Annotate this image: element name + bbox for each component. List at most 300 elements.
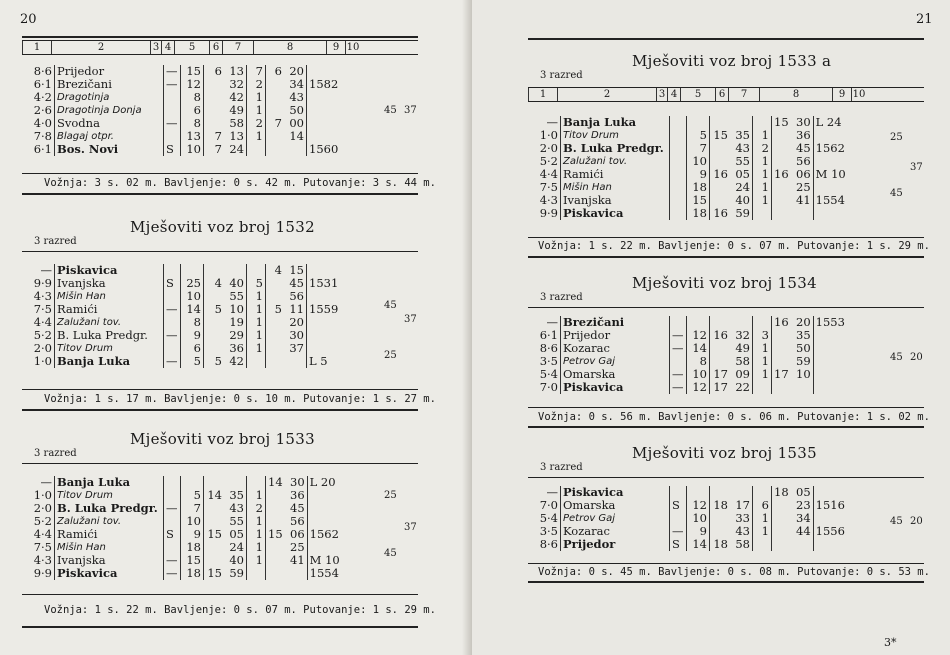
connection-cell <box>307 316 372 329</box>
running-minutes-cell: 9 <box>181 329 204 342</box>
dwell-minutes-cell: 1 <box>753 368 772 381</box>
station-cell: Kozarac <box>561 525 670 538</box>
train-title: Mješoviti voz broj 1533 a <box>632 52 832 70</box>
departure-minute-cell: 50 <box>796 341 811 355</box>
departure-hour-cell <box>266 541 285 554</box>
station-cell: Ramići <box>55 303 164 316</box>
stop-flag-cell: — <box>670 329 687 342</box>
distance-cell: 1·0 <box>33 488 52 502</box>
stop-flag-cell <box>670 155 687 168</box>
departure-minute-cell: 41 <box>290 553 305 567</box>
connection-cell <box>813 355 878 368</box>
stop-flag-cell: — <box>670 342 687 355</box>
arrival-minute-cell: 24 <box>229 142 244 156</box>
column-header-8: 8 <box>759 88 832 101</box>
connection-cell <box>307 117 372 130</box>
station-cell: Titov Drum <box>561 129 670 142</box>
departure-hour-cell <box>266 329 285 342</box>
stop-flag-cell <box>670 194 687 207</box>
train-title: Mješoviti voz broj 1532 <box>130 218 315 236</box>
departure-hour-cell: 16 <box>772 168 791 181</box>
dwell-minutes-cell: 7 <box>247 65 266 78</box>
distance-cell: 5·4 <box>539 367 558 381</box>
dwell-minutes-cell: 1 <box>753 168 772 181</box>
dwell-minutes-cell <box>753 207 772 220</box>
departure-minute-cell: 30 <box>289 328 304 342</box>
arrival-minute-cell: 10 <box>229 302 244 316</box>
departure-minute-cell: 56 <box>289 289 304 303</box>
arrival-minute-cell: 13 <box>229 64 244 78</box>
running-minutes-cell: 10 <box>181 515 204 528</box>
arrival-hour-cell <box>710 512 731 525</box>
distance-cell: 4·4 <box>33 527 52 541</box>
arrival-minute-cell: 40 <box>735 193 750 207</box>
departure-hour-cell <box>266 91 285 104</box>
departure-minute-cell: 34 <box>796 511 811 525</box>
distance-cell: 2·0 <box>33 501 52 515</box>
train-title: Mješoviti voz broj 1535 <box>632 444 817 462</box>
travel-summary: Vožnja: 0 s. 56 m. Bavljenje: 0 s. 06 m. Putovanje: 1 s. 02 m. <box>538 411 930 423</box>
distance-cell: 5·2 <box>539 154 558 168</box>
connection-cell <box>307 104 372 117</box>
departure-minute-cell: 06 <box>796 167 811 181</box>
arrival-minute-cell: 55 <box>229 289 244 303</box>
distance-cell: 7·5 <box>33 302 52 316</box>
arrival-minute-cell: 58 <box>735 354 750 368</box>
station-cell: Ramići <box>55 528 164 541</box>
departure-minute-cell: 44 <box>796 524 811 538</box>
departure-hour-cell <box>772 342 791 355</box>
column-header-3: 3 <box>150 41 161 54</box>
running-minutes-cell: 8 <box>181 316 204 329</box>
arrival-minute-cell: 58 <box>229 116 244 130</box>
dwell-minutes-cell: 1 <box>753 355 772 368</box>
dwell-minutes-cell: 1 <box>247 290 266 303</box>
distance-cell: 8·6 <box>33 64 52 78</box>
dwell-minutes-cell: 1 <box>247 303 266 316</box>
connection-cell: 1556 <box>813 525 878 538</box>
class-label: 3 razred <box>540 70 583 81</box>
col9-value-b: 45 <box>384 548 397 559</box>
column-header-4: 4 <box>161 41 174 54</box>
connection-cell <box>307 91 372 104</box>
dwell-minutes-cell: 2 <box>247 502 266 515</box>
station-cell: Prijedor <box>561 329 670 342</box>
departure-hour-cell: 15 <box>772 116 791 129</box>
dwell-minutes-cell: 5 <box>247 277 266 290</box>
departure-hour-cell: 17 <box>772 368 791 381</box>
distance-cell: 8·6 <box>539 341 558 355</box>
distance-cell: 9·9 <box>33 276 52 290</box>
connection-cell: 1560 <box>307 143 372 156</box>
running-minutes-cell: 9 <box>687 525 710 538</box>
running-minutes-cell: 5 <box>181 489 204 502</box>
station-cell: Svodna <box>55 117 164 130</box>
arrival-minute-cell: 49 <box>735 341 750 355</box>
distance-cell: — <box>40 475 52 489</box>
departure-hour-cell: 14 <box>266 476 285 489</box>
departure-minute-cell: 50 <box>289 103 304 117</box>
col10-value: 37 <box>404 105 417 116</box>
running-minutes-cell: 13 <box>181 130 204 143</box>
running-minutes-cell: 12 <box>687 329 710 342</box>
station-cell: Mišin Han <box>55 290 164 303</box>
station-cell: Dragotinja <box>55 91 164 104</box>
connection-cell <box>813 342 878 355</box>
connection-cell: 1562 <box>813 142 878 155</box>
stop-flag-cell: — <box>164 117 181 130</box>
column-header-10: 10 <box>346 42 360 53</box>
stop-flag-cell: — <box>670 381 687 394</box>
column-header-1: 1 <box>528 88 557 101</box>
distance-cell: 6·1 <box>33 142 52 156</box>
arrival-minute-cell: 55 <box>735 154 750 168</box>
distance-cell: 4·3 <box>33 553 52 567</box>
col9-value: 45 <box>890 352 903 363</box>
timetable-table <box>528 486 878 551</box>
arrival-minute-cell: 22 <box>735 380 750 394</box>
departure-hour-cell: 16 <box>772 316 791 329</box>
column-header-9: 9 <box>832 88 851 101</box>
arrival-minute-cell: 24 <box>735 180 750 194</box>
column-header-7: 7 <box>728 88 759 101</box>
running-minutes-cell: 14 <box>687 538 710 551</box>
stop-flag-cell <box>670 116 687 129</box>
station-cell: Mišin Han <box>561 181 670 194</box>
running-minutes-cell: 12 <box>687 499 710 512</box>
stop-flag-cell <box>670 181 687 194</box>
dwell-minutes-cell: 1 <box>753 129 772 142</box>
departure-minute-cell: 34 <box>289 77 304 91</box>
departure-minute-cell: 59 <box>796 354 811 368</box>
distance-cell: 1·0 <box>539 128 558 142</box>
departure-hour-cell <box>266 355 285 368</box>
arrival-hour-cell: 6 <box>204 65 225 78</box>
connection-cell: L 5 <box>307 355 372 368</box>
stop-flag-cell: S <box>164 528 181 541</box>
dwell-minutes-cell: 1 <box>247 515 266 528</box>
departure-hour-cell <box>266 78 285 91</box>
distance-cell: 3·5 <box>539 524 558 538</box>
station-cell: B. Luka Predgr. <box>55 329 164 342</box>
col10-value: 37 <box>404 522 417 533</box>
departure-minute-cell: 30 <box>290 475 305 489</box>
col9-value-b: 25 <box>384 350 397 361</box>
departure-minute-cell: 20 <box>796 315 811 329</box>
distance-cell: — <box>40 263 52 277</box>
station-cell: B. Luka Predgr. <box>561 142 670 155</box>
column-header-7: 7 <box>222 41 253 54</box>
column-header-4: 4 <box>667 88 680 101</box>
station-cell: Ivanjska <box>561 194 670 207</box>
connection-cell <box>813 381 878 394</box>
arrival-hour-cell: 5 <box>204 355 225 368</box>
distance-cell: 4·0 <box>33 116 52 130</box>
departure-minute-cell: 23 <box>796 498 811 512</box>
running-minutes-cell: 15 <box>181 65 204 78</box>
column-header <box>22 40 418 55</box>
arrival-hour-cell <box>710 142 731 155</box>
running-minutes-cell: 6 <box>181 104 204 117</box>
stop-flag-cell: — <box>164 78 181 91</box>
departure-minute-cell: 20 <box>289 315 304 329</box>
col9-value-a: 25 <box>890 132 903 143</box>
departure-minute-cell: 41 <box>796 193 811 207</box>
arrival-minute-cell: 40 <box>229 276 244 290</box>
departure-hour-cell: 18 <box>772 486 791 499</box>
distance-cell: 4·2 <box>33 90 52 104</box>
departure-hour-cell <box>266 316 285 329</box>
distance-cell: 4·3 <box>33 289 52 303</box>
dwell-minutes-cell: 2 <box>753 142 772 155</box>
dwell-minutes-cell: 1 <box>247 316 266 329</box>
column-header-5: 5 <box>174 41 209 54</box>
station-cell: Bos. Novi <box>55 143 164 156</box>
arrival-minute-cell: 40 <box>229 553 244 567</box>
arrival-minute-cell: 43 <box>229 501 244 515</box>
station-cell: Zalužani tov. <box>561 155 670 168</box>
arrival-hour-cell <box>204 104 225 117</box>
arrival-hour-cell <box>204 502 225 515</box>
arrival-hour-cell <box>204 78 225 91</box>
column-header-3: 3 <box>656 88 667 101</box>
distance-cell: 6·1 <box>33 77 52 91</box>
departure-minute-cell: 36 <box>290 488 305 502</box>
departure-minute-cell <box>285 567 308 580</box>
dwell-minutes-cell: 1 <box>753 342 772 355</box>
arrival-minute-cell: 58 <box>735 537 750 551</box>
col10-value: 20 <box>910 516 923 527</box>
departure-minute-cell: 20 <box>289 64 304 78</box>
stop-flag-cell: — <box>670 525 687 538</box>
departure-minute-cell: 25 <box>290 540 305 554</box>
arrival-minute-cell: 13 <box>229 129 244 143</box>
departure-hour-cell <box>772 207 791 220</box>
running-minutes-cell: 8 <box>181 117 204 130</box>
distance-cell: — <box>546 115 558 129</box>
page-number-right: 21 <box>916 12 933 27</box>
stop-flag-cell: S <box>164 277 181 290</box>
table-row <box>528 207 878 220</box>
station-cell: Brezičani <box>561 316 670 329</box>
station-cell: Banja Luka <box>55 476 164 489</box>
arrival-hour-cell: 15 <box>204 567 225 580</box>
departure-minute-cell: 00 <box>289 116 304 130</box>
arrival-minute-cell: 05 <box>735 167 750 181</box>
connection-cell: 1559 <box>307 303 372 316</box>
arrival-minute-cell: 33 <box>735 511 750 525</box>
running-minutes-cell: 8 <box>687 355 710 368</box>
table-wrapper <box>22 65 418 156</box>
stop-flag-cell <box>670 168 687 181</box>
arrival-hour-cell: 14 <box>204 489 225 502</box>
travel-summary: Vožnja: 0 s. 45 m. Bavljenje: 0 s. 08 m. Putovanje: 0 s. 53 m. <box>538 566 930 578</box>
running-minutes-cell: 7 <box>687 142 710 155</box>
timetable-continuation <box>22 36 436 189</box>
arrival-minute-cell: 29 <box>229 328 244 342</box>
col10-value: 37 <box>404 314 417 325</box>
running-minutes-cell: 10 <box>687 368 710 381</box>
station-cell: Ivanjska <box>55 277 164 290</box>
station-cell: Mišin Han <box>55 541 164 554</box>
station-cell: Piskavica <box>561 381 670 394</box>
class-label: 3 razred <box>34 236 77 247</box>
column-header-9: 9 <box>326 41 345 54</box>
station-cell: Kozarac <box>561 342 670 355</box>
connection-cell: L 20 <box>307 476 372 489</box>
departure-minute-cell <box>791 207 814 220</box>
distance-cell: 7·8 <box>33 129 52 143</box>
departure-minute-cell: 10 <box>796 367 811 381</box>
arrival-hour-cell: 7 <box>204 143 225 156</box>
departure-minute-cell: 45 <box>289 276 304 290</box>
dwell-minutes-cell: 2 <box>247 117 266 130</box>
column-header <box>528 87 924 102</box>
dwell-minutes-cell: 1 <box>753 512 772 525</box>
arrival-minute-cell: 42 <box>229 90 244 104</box>
arrival-hour-cell: 16 <box>710 207 731 220</box>
arrival-minute-cell: 32 <box>735 328 750 342</box>
departure-minute-cell <box>284 355 307 368</box>
departure-minute-cell: 56 <box>796 154 811 168</box>
departure-minute-cell: 37 <box>289 341 304 355</box>
table-row <box>22 143 371 156</box>
stop-flag-cell: S <box>164 143 181 156</box>
dwell-minutes-cell: 1 <box>247 130 266 143</box>
stop-flag-cell: — <box>164 355 181 368</box>
arrival-hour-cell: 4 <box>204 277 225 290</box>
connection-cell: M 10 <box>813 168 878 181</box>
station-cell: Blagaj otpr. <box>55 130 164 143</box>
departure-hour-cell <box>772 142 791 155</box>
departure-hour-cell <box>772 512 791 525</box>
stop-flag-cell: — <box>164 65 181 78</box>
stop-flag-cell: — <box>164 554 181 567</box>
distance-cell: 4·4 <box>539 167 558 181</box>
distance-cell: 5·4 <box>539 511 558 525</box>
departure-hour-cell <box>266 130 285 143</box>
timetable-table <box>22 264 371 368</box>
departure-hour-cell <box>772 329 791 342</box>
arrival-hour-cell <box>710 181 731 194</box>
col10-value: 37 <box>910 162 923 173</box>
timetable-table <box>528 316 878 394</box>
departure-hour-cell: 5 <box>266 303 285 316</box>
connection-cell: 1516 <box>813 499 878 512</box>
station-cell: Titov Drum <box>55 342 164 355</box>
departure-hour-cell <box>266 143 285 156</box>
col10-value: 20 <box>910 352 923 363</box>
running-minutes-cell: 18 <box>181 541 204 554</box>
arrival-hour-cell <box>204 541 225 554</box>
dwell-minutes-cell: 1 <box>247 342 266 355</box>
column-header-6: 6 <box>209 41 222 54</box>
distance-cell: 3·5 <box>539 354 558 368</box>
table-row <box>528 381 878 394</box>
arrival-hour-cell: 15 <box>710 129 731 142</box>
departure-minute-cell: 56 <box>290 514 305 528</box>
stop-flag-cell <box>670 207 687 220</box>
arrival-minute-cell: 32 <box>229 77 244 91</box>
running-minutes-cell: 25 <box>181 277 204 290</box>
arrival-minute-cell: 42 <box>229 354 244 368</box>
dwell-minutes-cell <box>247 567 266 580</box>
distance-cell: 2·0 <box>539 141 558 155</box>
distance-cell: 7·0 <box>539 380 558 394</box>
running-minutes-cell: 18 <box>181 567 204 580</box>
departure-hour-cell <box>266 342 285 355</box>
running-minutes-cell: 8 <box>181 91 204 104</box>
column-header-2: 2 <box>557 88 656 101</box>
arrival-minute-cell: 59 <box>735 206 750 220</box>
station-cell: Titov Drum <box>55 489 164 502</box>
connection-cell: 1562 <box>307 528 372 541</box>
distance-cell: 2·0 <box>33 341 52 355</box>
dwell-minutes-cell: 1 <box>247 329 266 342</box>
column-header-6: 6 <box>715 88 728 101</box>
left-page <box>0 0 472 655</box>
arrival-hour-cell: 5 <box>204 303 225 316</box>
departure-minute-cell: 43 <box>289 90 304 104</box>
table-row <box>22 355 371 368</box>
stop-flag-cell: — <box>164 502 181 515</box>
stop-flag-cell <box>164 91 181 104</box>
dwell-minutes-cell <box>753 381 772 394</box>
distance-cell: 1·0 <box>33 354 52 368</box>
connection-cell: M 10 <box>307 554 372 567</box>
arrival-minute-cell: 49 <box>229 103 244 117</box>
departure-hour-cell <box>772 525 791 538</box>
departure-hour-cell <box>772 194 791 207</box>
station-cell: Prijedor <box>561 538 670 551</box>
timetable-table <box>528 116 878 220</box>
departure-minute-cell: 36 <box>796 128 811 142</box>
column-header-10: 10 <box>852 89 866 100</box>
dwell-minutes-cell: 1 <box>753 194 772 207</box>
connection-cell: 1582 <box>307 78 372 91</box>
arrival-minute-cell: 05 <box>229 527 244 541</box>
station-cell: Ivanjska <box>55 554 164 567</box>
station-cell: B. Luka Predgr. <box>55 502 164 515</box>
connection-cell <box>307 329 372 342</box>
col9-value-b: 45 <box>890 188 903 199</box>
station-cell: Petrov Gaj <box>561 512 670 525</box>
departure-minute-cell: 30 <box>796 115 811 129</box>
connection-cell <box>813 538 878 551</box>
arrival-minute-cell: 55 <box>229 514 244 528</box>
arrival-hour-cell: 15 <box>204 528 225 541</box>
departure-minute-cell: 45 <box>290 501 305 515</box>
timetable-table <box>22 476 372 580</box>
departure-minute-cell: 35 <box>796 328 811 342</box>
class-label: 3 razred <box>34 448 77 459</box>
class-label: 3 razred <box>540 292 583 303</box>
station-cell: Brezičani <box>55 78 164 91</box>
distance-cell: 7·0 <box>539 498 558 512</box>
station-cell: Zalužani tov. <box>55 515 164 528</box>
distance-cell: — <box>546 485 558 499</box>
dwell-minutes-cell: 3 <box>753 329 772 342</box>
connection-cell <box>813 368 878 381</box>
running-minutes-cell: 10 <box>181 143 204 156</box>
table-row <box>528 538 878 551</box>
departure-hour-cell: 4 <box>266 264 285 277</box>
departure-minute-cell: 06 <box>290 527 305 541</box>
station-cell: Piskavica <box>55 567 164 580</box>
connection-cell: 1554 <box>307 567 372 580</box>
col9-value: 45 <box>384 105 397 116</box>
arrival-hour-cell: 7 <box>204 130 225 143</box>
